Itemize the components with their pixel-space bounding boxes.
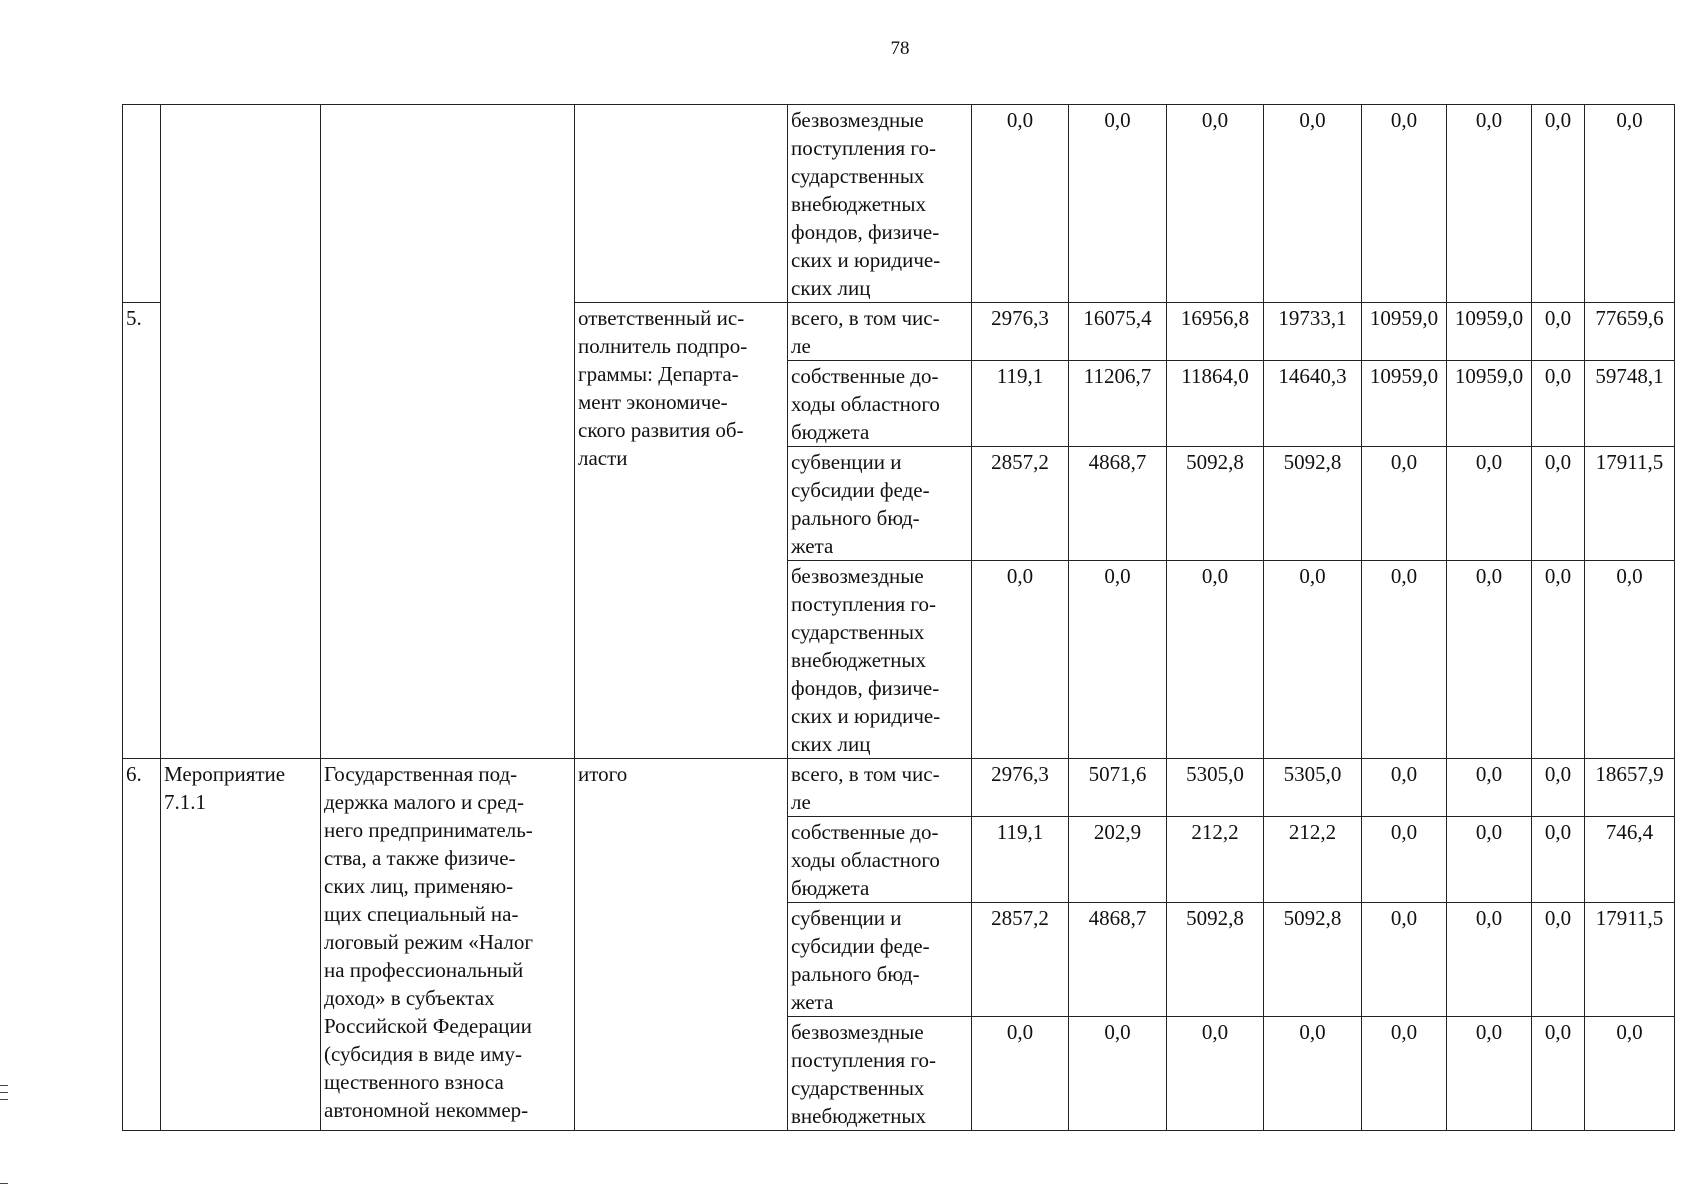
row-number-cell	[123, 105, 161, 303]
budget-table	[122, 104, 1675, 1131]
executor-cell: итого	[575, 759, 788, 1131]
value-cell: 0,0	[1069, 105, 1167, 303]
funding-source-cell: безвозмездные поступления го- сударственных внебюджетных фондов, физиче- ских и юридиче- ских лиц	[788, 105, 972, 303]
value-cell: 0,0	[1069, 1017, 1167, 1131]
value-cell: 4868,7	[1069, 903, 1167, 1017]
value-cell: 0,0	[972, 561, 1069, 759]
value-cell: 0,0	[1585, 1017, 1675, 1131]
value-cell: 0,0	[1532, 817, 1585, 903]
value-cell: 11206,7	[1069, 361, 1167, 447]
value-cell: 0,0	[1447, 1017, 1532, 1131]
funding-source-cell: субвенции и субсидии феде- рального бюд- жета	[788, 447, 972, 561]
value-cell: 0,0	[1532, 361, 1585, 447]
value-cell: 11864,0	[1167, 361, 1264, 447]
value-cell: 0,0	[1447, 561, 1532, 759]
value-cell: 0,0	[1362, 817, 1447, 903]
value-cell: 119,1	[972, 817, 1069, 903]
value-cell: 5092,8	[1264, 447, 1362, 561]
funding-source-cell: собственные до- ходы областного бюджета	[788, 361, 972, 447]
value-cell: 59748,1	[1585, 361, 1675, 447]
value-cell: 0,0	[1585, 561, 1675, 759]
value-cell: 0,0	[1362, 903, 1447, 1017]
value-cell: 746,4	[1585, 817, 1675, 903]
row-number-cell: 5.	[123, 303, 161, 759]
value-cell: 0,0	[1362, 447, 1447, 561]
value-cell: 0,0	[1447, 105, 1532, 303]
item-description-cell	[321, 105, 575, 759]
value-cell: 0,0	[1264, 1017, 1362, 1131]
funding-source-cell: всего, в том чис- ле	[788, 303, 972, 361]
value-cell: 5071,6	[1069, 759, 1167, 817]
value-cell: 202,9	[1069, 817, 1167, 903]
value-cell: 2857,2	[972, 903, 1069, 1017]
scan-artifact	[0, 1085, 8, 1086]
value-cell: 0,0	[1069, 561, 1167, 759]
scan-artifact	[0, 1092, 8, 1093]
scan-artifact	[0, 1099, 8, 1100]
value-cell: 0,0	[1362, 561, 1447, 759]
table-row	[123, 759, 1675, 817]
item-description-cell: Государственная под- держка малого и сред- него предприниматель- ства, а также физиче- ских лиц, применяю- щих специальный на- логовый режим «Налог на профессиональный доход» в субъектах Российской Федерации (субсидия в виде иму- щественного взноса автономной некоммер-	[321, 759, 575, 1131]
value-cell: 0,0	[1362, 105, 1447, 303]
value-cell: 0,0	[1532, 759, 1585, 817]
value-cell: 2857,2	[972, 447, 1069, 561]
page-number: 78	[890, 38, 910, 59]
value-cell: 0,0	[1167, 105, 1264, 303]
value-cell: 14640,3	[1264, 361, 1362, 447]
value-cell: 0,0	[1532, 447, 1585, 561]
funding-source-cell: субвенции и субсидии феде- рального бюд- жета	[788, 903, 972, 1017]
value-cell: 0,0	[1532, 903, 1585, 1017]
value-cell: 5092,8	[1264, 903, 1362, 1017]
value-cell: 0,0	[1447, 447, 1532, 561]
value-cell: 0,0	[1447, 817, 1532, 903]
value-cell: 212,2	[1167, 817, 1264, 903]
value-cell: 5092,8	[1167, 903, 1264, 1017]
value-cell: 5305,0	[1167, 759, 1264, 817]
value-cell: 10959,0	[1447, 303, 1532, 361]
item-name-cell	[161, 105, 321, 759]
item-name-cell: Мероприятие 7.1.1	[161, 759, 321, 1131]
executor-cell: ответственный ис- полнитель подпро- граммы: Департа- мент экономиче- ского развития об- ласти	[575, 303, 788, 759]
value-cell: 0,0	[1532, 303, 1585, 361]
scan-artifact	[0, 1183, 8, 1184]
funding-source-cell: всего, в том чис- ле	[788, 759, 972, 817]
funding-source-cell: собственные до- ходы областного бюджета	[788, 817, 972, 903]
value-cell: 0,0	[972, 1017, 1069, 1131]
value-cell: 0,0	[1362, 1017, 1447, 1131]
value-cell: 0,0	[1532, 105, 1585, 303]
funding-source-cell: безвозмездные поступления го- сударственных внебюджетных фондов, физиче- ских и юридиче- ских лиц	[788, 561, 972, 759]
executor-cell	[575, 105, 788, 303]
value-cell: 5305,0	[1264, 759, 1362, 817]
value-cell: 17911,5	[1585, 447, 1675, 561]
value-cell: 19733,1	[1264, 303, 1362, 361]
value-cell: 16956,8	[1167, 303, 1264, 361]
value-cell: 0,0	[1167, 1017, 1264, 1131]
value-cell: 0,0	[1447, 759, 1532, 817]
value-cell: 119,1	[972, 361, 1069, 447]
value-cell: 77659,6	[1585, 303, 1675, 361]
value-cell: 0,0	[972, 105, 1069, 303]
value-cell: 0,0	[1264, 105, 1362, 303]
value-cell: 18657,9	[1585, 759, 1675, 817]
table-row	[123, 105, 1675, 303]
value-cell: 0,0	[1167, 561, 1264, 759]
table-body	[123, 105, 1675, 1131]
value-cell: 2976,3	[972, 303, 1069, 361]
value-cell: 0,0	[1447, 903, 1532, 1017]
value-cell: 2976,3	[972, 759, 1069, 817]
value-cell: 5092,8	[1167, 447, 1264, 561]
value-cell: 10959,0	[1362, 361, 1447, 447]
value-cell: 0,0	[1585, 105, 1675, 303]
funding-source-cell: безвозмездные поступления го- сударственных внебюджетных	[788, 1017, 972, 1131]
value-cell: 0,0	[1532, 561, 1585, 759]
value-cell: 4868,7	[1069, 447, 1167, 561]
value-cell: 0,0	[1362, 759, 1447, 817]
row-number-cell: 6.	[123, 759, 161, 1131]
value-cell: 16075,4	[1069, 303, 1167, 361]
value-cell: 10959,0	[1447, 361, 1532, 447]
value-cell: 10959,0	[1362, 303, 1447, 361]
value-cell: 17911,5	[1585, 903, 1675, 1017]
value-cell: 0,0	[1264, 561, 1362, 759]
value-cell: 0,0	[1532, 1017, 1585, 1131]
value-cell: 212,2	[1264, 817, 1362, 903]
